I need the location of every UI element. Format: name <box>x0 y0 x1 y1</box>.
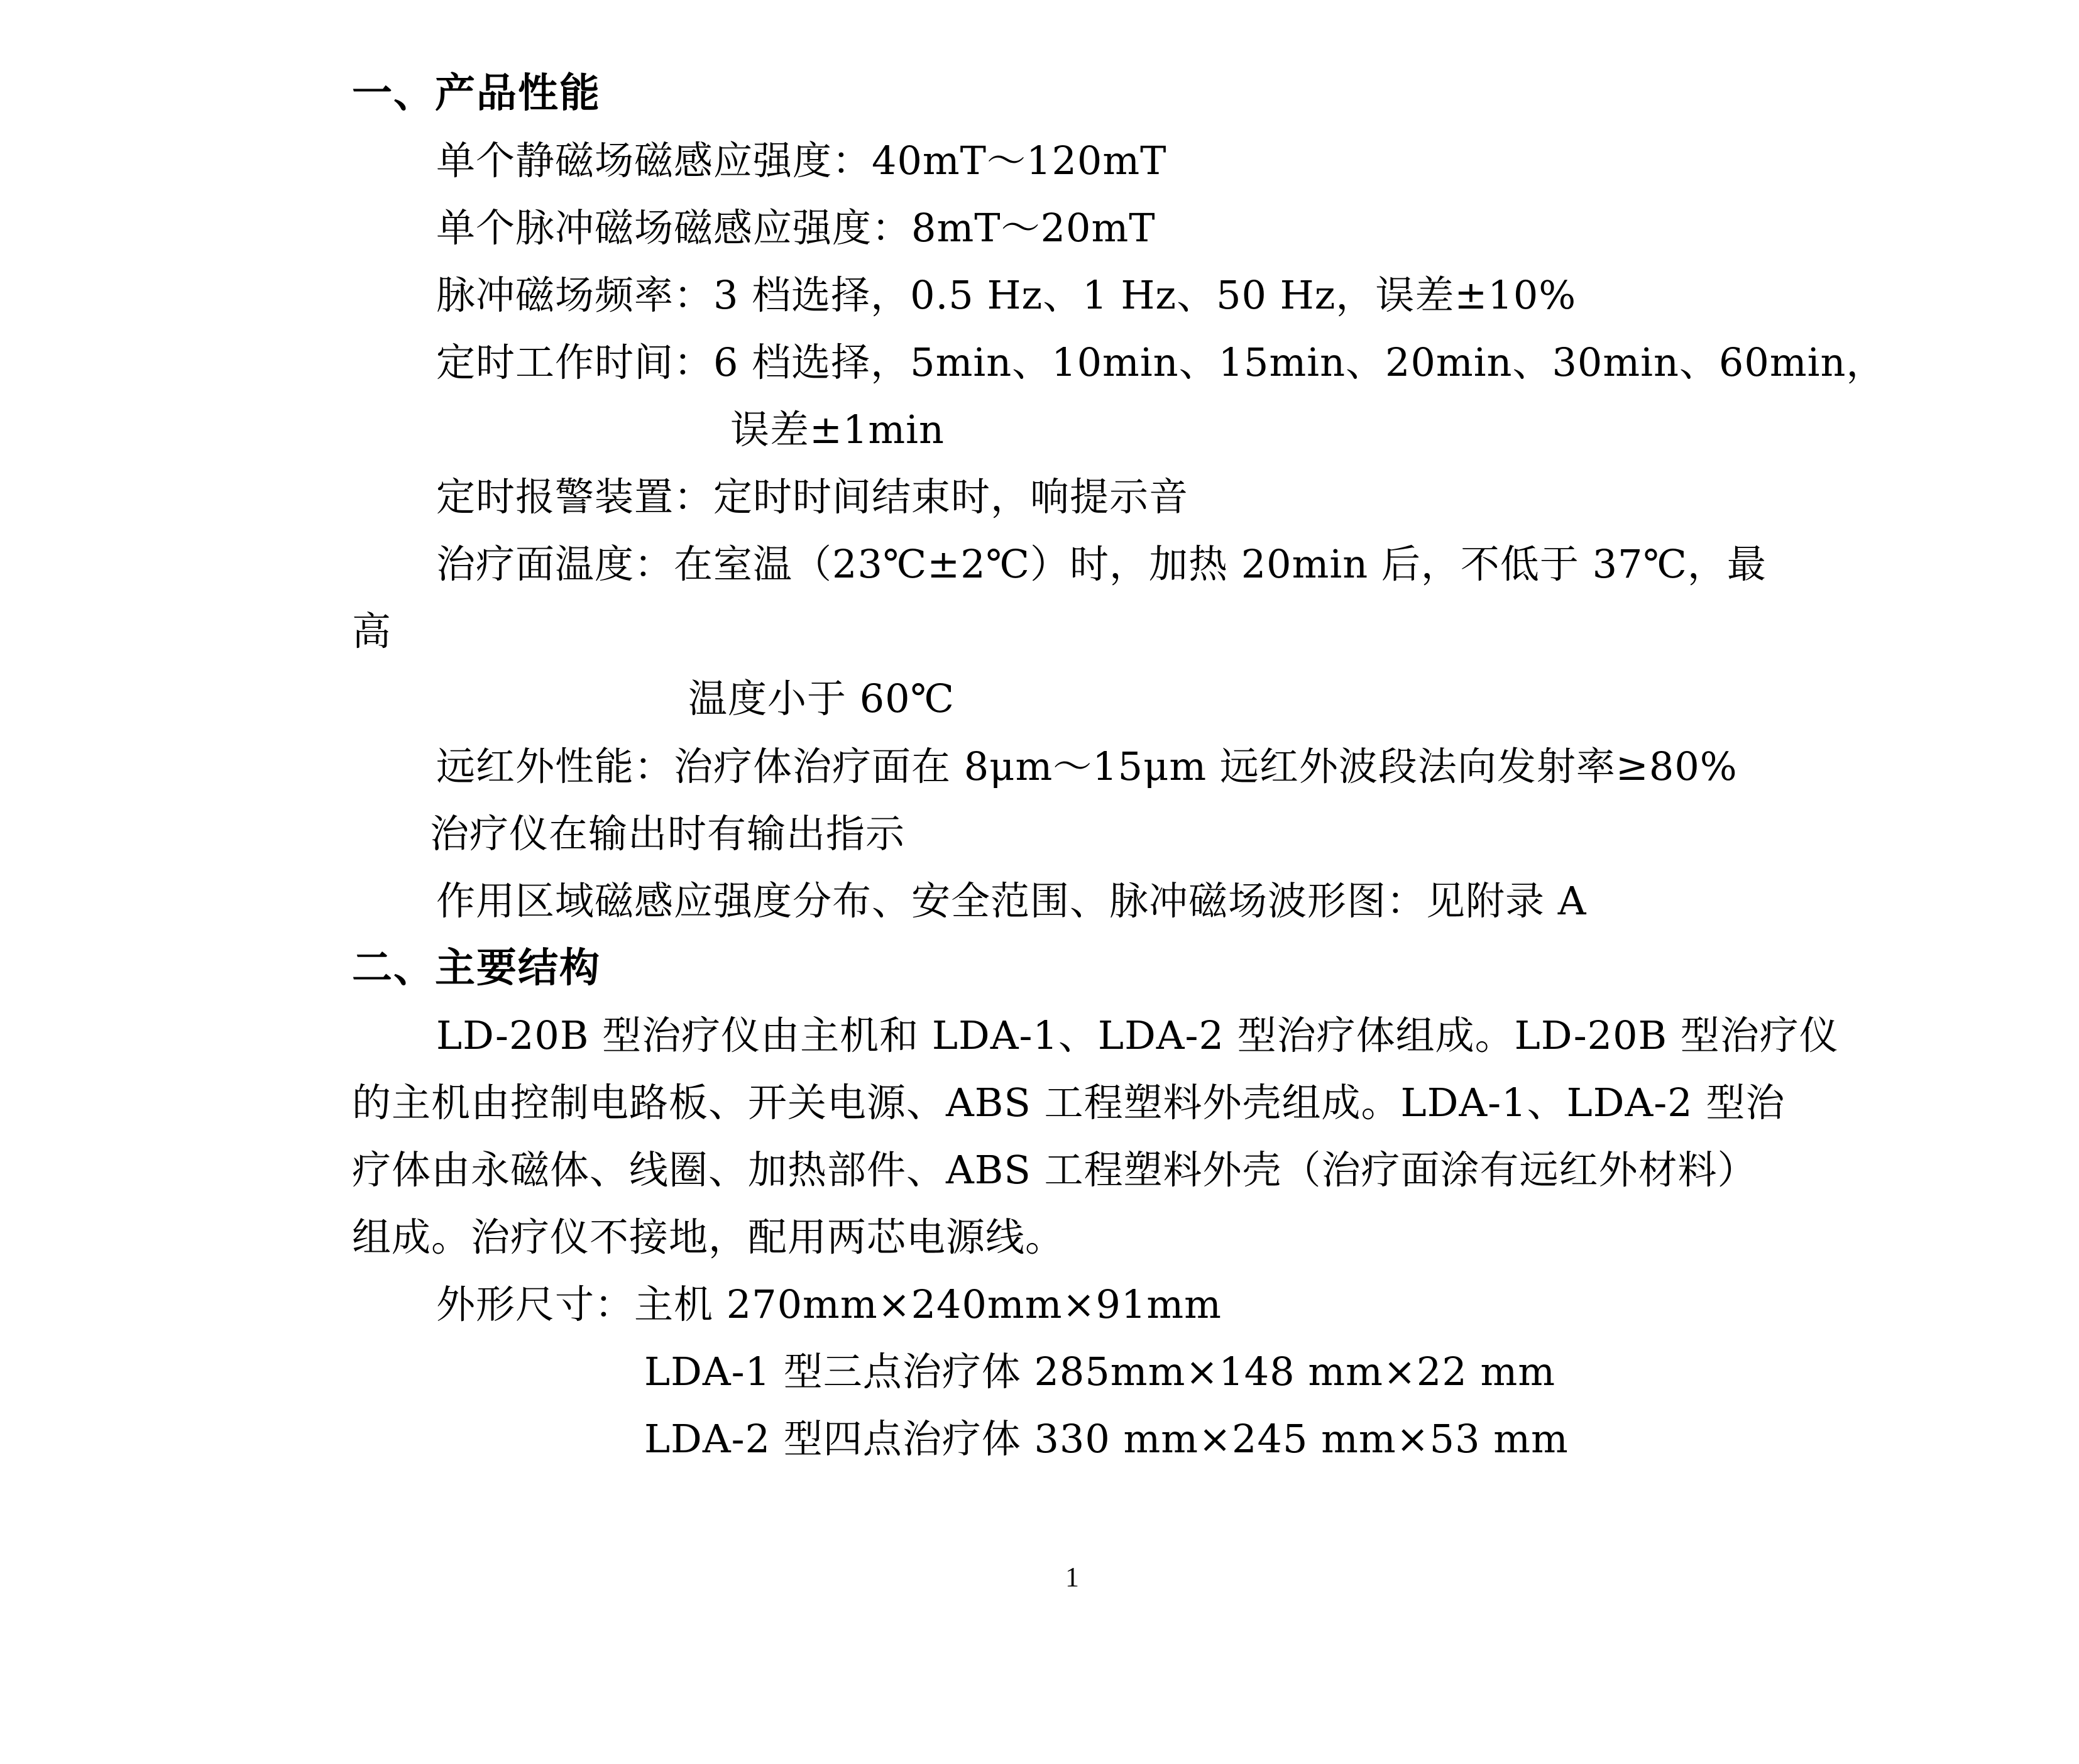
spec-line-static-field: 单个静磁场磁感应强度：40mT～120mT <box>436 138 1167 184</box>
spec-line-output-indicator: 治疗仪在输出时有输出指示 <box>430 811 906 857</box>
dimension-line-lda-1: LDA-1 型三点治疗体 285mm×148 mm×22 mm <box>644 1349 1556 1394</box>
section-heading-structure: 二、主要结构 <box>352 945 601 992</box>
structure-paragraph-line-1: LD-20B 型治疗仪由主机和 LDA-1、LDA-2 型治疗体组成。LD-20B 型治疗仪 <box>436 1012 1839 1058</box>
spec-line-far-infrared: 远红外性能：治疗体治疗面在 8μm～15μm 远红外波段法向发射率≥80% <box>436 743 1738 789</box>
structure-paragraph-line-2: 的主机由控制电路板、开关电源、ABS 工程塑料外壳组成。LDA-1、LDA-2 型治 <box>352 1080 1786 1126</box>
spec-line-pulse-frequency: 脉冲磁场频率：3 档选择，0.5 Hz、1 Hz、50 Hz，误差±10% <box>436 272 1577 318</box>
structure-paragraph-line-3: 疗体由永磁体、线圈、加热部件、ABS 工程塑料外壳（治疗面涂有远红外材料） <box>352 1147 1757 1193</box>
dimension-line-main-unit: 外形尺寸：主机 270mm×240mm×91mm <box>436 1281 1222 1327</box>
spec-line-surface-temp: 治疗面温度：在室温（23℃±2℃）时，加热 20min 后，不低于 37℃，最 <box>436 541 1767 587</box>
spec-line-pulse-field: 单个脉冲磁场磁感应强度：8mT～20mT <box>436 205 1156 251</box>
structure-paragraph-line-4: 组成。治疗仪不接地，配用两芯电源线。 <box>352 1214 1065 1260</box>
section-heading-performance: 一、产品性能 <box>352 70 601 117</box>
spec-line-appendix-ref: 作用区域磁感应强度分布、安全范围、脉冲磁场波形图：见附录 A <box>436 878 1587 924</box>
page-number: 1 <box>1065 1562 1079 1592</box>
dimension-line-lda-2: LDA-2 型四点治疗体 330 mm×245 mm×53 mm <box>644 1416 1569 1462</box>
spec-line-timer: 定时工作时间：6 档选择，5min、10min、15min、20min、30min、60min， <box>436 339 1886 385</box>
spec-line-alarm: 定时报警装置：定时时间结束时，响提示音 <box>436 474 1189 520</box>
spec-line-surface-temp-wrap: 高 <box>352 608 392 654</box>
spec-line-surface-temp-max: 温度小于 60℃ <box>688 676 955 721</box>
spec-line-timer-error: 误差±1min <box>730 407 945 452</box>
